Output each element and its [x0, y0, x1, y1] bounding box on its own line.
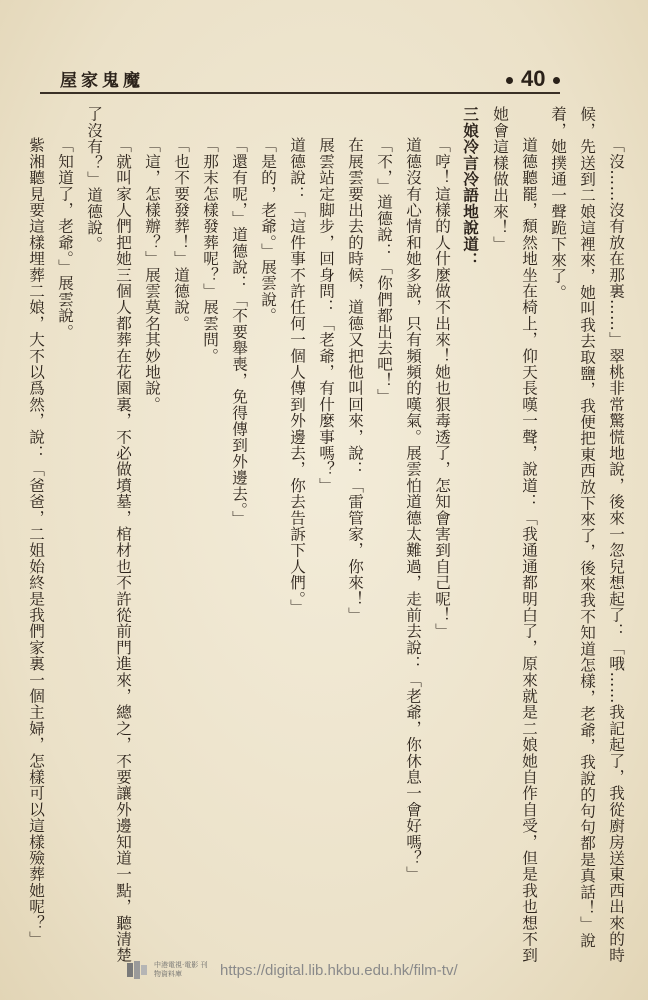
page-number-value: 40	[521, 66, 546, 91]
bullet-icon	[506, 77, 513, 84]
source-url: https://digital.lib.hkbu.edu.hk/film-tv/	[220, 961, 458, 979]
paragraph: 「沒……沒有放在那裏……」翠桃非常驚慌地說，後來一忽兒想起了：「哦……我記起了，我從廚房送東西出來的時候，先送到二娘這裡來，她叫我去取鹽，我便把東西放下來了，後來我不知道怎樣，老爺，我說的句句都是真話！」說着，她撲通一聲跪下來了。	[549, 106, 625, 964]
paragraph: 「這，怎樣辦？」展雲莫名其妙地說。	[143, 137, 161, 413]
watermark-footer	[126, 956, 458, 984]
page-number	[498, 66, 568, 92]
header-divider	[40, 92, 560, 94]
paragraph: 「還有呢，」道德說：「不要舉喪，免得傳到外邊去。」	[230, 137, 248, 527]
bullet-icon	[553, 77, 560, 84]
logo-caption: 中港電視·電影 刊物資料庫	[154, 961, 208, 978]
paragraph: 道德說：「這件事不許任何一個人傳到外邊去，你去告訴下人們。」	[288, 137, 306, 616]
paragraph: 道德沒有心情和她多說，只有頻頻的嘆氣。展雲怕道德太難過，走前去說：「老爺，你休息一會好嗎？」	[404, 137, 422, 883]
body-text	[18, 106, 630, 966]
paragraph: 紫湘聽見要這樣埋葬二娘，大不以爲然，說：「爸爸，二姐始終是我們家裏一個主婦，怎樣可以這樣殮葬她呢？」	[27, 137, 45, 948]
paragraph: 道德聽罷，頹然地坐在椅上，仰天長嘆一聲，說道：「我通通都明白了，原來就是二娘她自作自受，但是我也想不到她會這樣做出來！」	[491, 106, 538, 964]
library-logo-icon	[126, 959, 148, 981]
paragraph: 「是的，老爺。」展雲說。	[259, 137, 277, 324]
paragraph: 展雲站定脚步，回身問：「老爺，有什麼事嗎？」	[317, 137, 335, 494]
paragraph: 「知道了，老爺。」展雲說。	[56, 137, 74, 340]
paragraph: 「也不要發葬！」道德說。	[172, 137, 190, 332]
paragraph: 三娘冷言冷語地說道：	[461, 106, 480, 268]
paragraph: 「不，」道德說：「你們都出去吧！」	[375, 137, 393, 405]
paragraph: 「哼！這樣的人什麼做不出來！她也狠毒透了，怎知會害到自己呢！」	[433, 137, 451, 640]
running-title: 屋家鬼魔	[60, 71, 144, 91]
paragraph: 「那末怎樣發葬呢？」展雲問。	[201, 137, 219, 364]
paragraph: 在展雲要出去的時候，道德又把他叫回來，說：「雷管家，你來！」	[346, 137, 364, 624]
paragraph: 「就叫家人們把她三個人都葬在花園裏，不必做墳墓，棺材也不許從前門進來，總之，不要讓外邊知道一點，聽清楚了沒有？」道德說。	[85, 106, 132, 964]
